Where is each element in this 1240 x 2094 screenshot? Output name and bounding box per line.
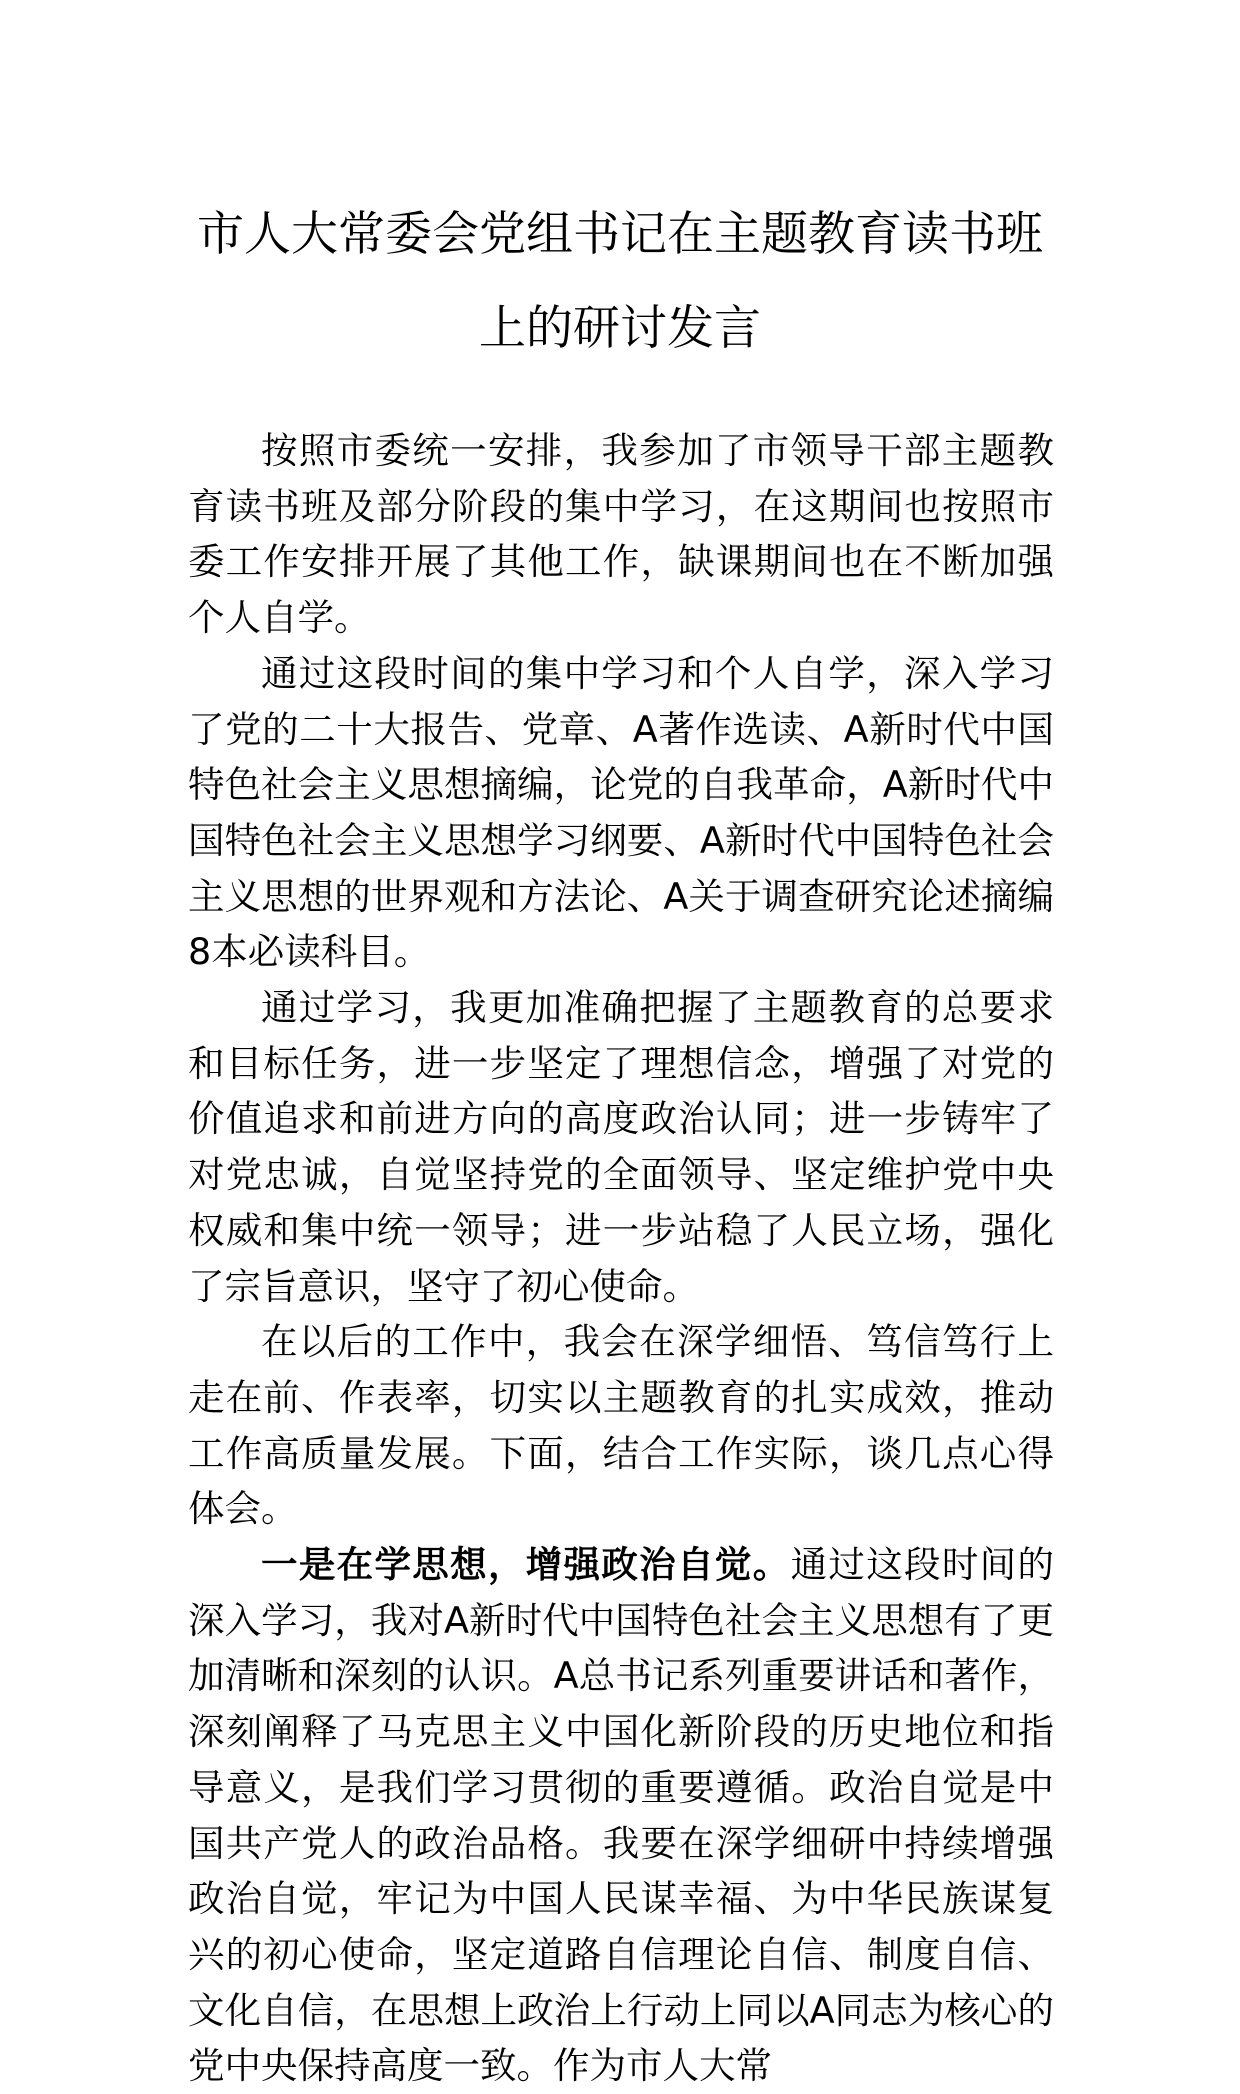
paragraph-text: 按照市委统一安排，我参加了市领导干部主题教育读书班及部分阶段的集中学习，在这期间也按照市委工作安排开展了其他工作，缺课期间也在不断加强个人自学。	[188, 429, 1054, 640]
paragraph-text: 通过这段时间的深入学习，我对A新时代中国特色社会主义思想有了更加清晰和深刻的认识。A总书记系列重要讲话和著作，深刻阐释了马克思主义中国化新阶段的历史地位和指导意义，是我们学习贯彻的重要遵循。政治自觉是中国共产党人的政治品格。我要在深学细研中持续增强政治自觉，牢记为中国人民谋幸福、为中华民族谋复兴的初心使命，坚定道路自信理论自信、制度自信、文化自信，在思想上政治上行动上同以A同志为核心的党中央保持高度一致。作为市人大常	[188, 1543, 1055, 2088]
document-title	[150, 188, 1090, 376]
paragraph-5	[188, 1537, 1054, 2094]
document-body	[188, 423, 1054, 2094]
paragraph-lead-heading: 一是在学思想，增强政治自觉。	[261, 1543, 791, 1587]
paragraph-4	[188, 1314, 1054, 1537]
paragraph-3	[188, 980, 1054, 1314]
paragraph-text: 在以后的工作中，我会在深学细悟、笃信笃行上走在前、作表率，切实以主题教育的扎实成效，推动工作高质量发展。下面，结合工作实际，谈几点心得体会。	[188, 1320, 1054, 1531]
paragraph-1	[188, 423, 1054, 646]
title-line-2: 上的研讨发言	[479, 301, 761, 356]
paragraph-2	[188, 646, 1054, 980]
paragraph-text: 通过学习，我更加准确把握了主题教育的总要求和目标任务，进一步坚定了理想信念，增强了对党的价值追求和前进方向的高度政治认同；进一步铸牢了对党忠诚，自觉坚持党的全面领导、坚定维护党中央权威和集中统一领导；进一步站稳了人民立场，强化了宗旨意识，坚守了初心使命。	[188, 986, 1054, 1308]
title-line-1: 市人大常委会党组书记在主题教育读书班	[197, 207, 1043, 262]
paragraph-text: 通过这段时间的集中学习和个人自学，深入学习了党的二十大报告、党章、A著作选读、A新时代中国特色社会主义思想摘编，论党的自我革命，A新时代中国特色社会主义思想学习纲要、A新时代中国特色社会主义思想的世界观和方法论、A关于调查研究论述摘编8本必读科目。	[188, 651, 1054, 974]
